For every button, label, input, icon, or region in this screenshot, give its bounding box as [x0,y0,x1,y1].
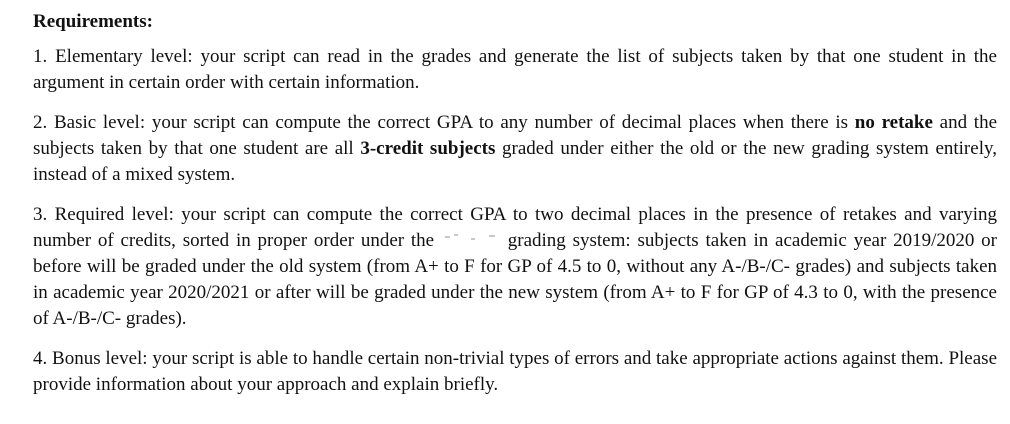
requirement-basic-bold-credit: 3-credit subjects [360,138,496,159]
obscured-word-smudge [441,231,501,249]
requirement-bonus [33,346,997,398]
requirements-heading: Requirements: [33,11,153,32]
requirement-basic-text-2: and the subjects taken by that one student are all [33,112,998,159]
requirement-basic [33,110,997,188]
requirement-elementary-text: 1. Elementary level: your script can read in the grades and generate the list of subjects taken by that one student in the argument in certain order with certain information. [33,46,997,93]
requirement-elementary [33,44,997,96]
requirement-basic-text-3: graded under either the old or the new grading system entirely, instead of a mixed system. [33,138,997,185]
requirement-required-text-2: grading system: subjects taken in academic year 2019/2020 or before will be graded under the old system (from A+ to F for GP of 4.5 to 0, without any A-/B-/C- grades) and subjects taken in academic year 2020/2021 or after will be graded under the new system (from A+ to F for GP of 4.3 to 0, with the presence of A-/B-/C- grades). [33,230,997,329]
requirement-required [33,202,997,332]
requirement-bonus-text: 4. Bonus level: your script is able to handle certain non-trivial types of errors and take appropriate actions against them. Please provide information about your approach and explain briefly. [33,348,997,395]
requirements-document [33,9,997,412]
requirement-basic-bold-no-retake: no retake [854,112,933,133]
requirement-required-text-1: 3. Required level: your script can compute the correct GPA to two decimal places in the presence of retakes and varying number of credits, sorted in proper order under the [33,204,997,251]
requirement-basic-text-1: 2. Basic level: your script can compute the correct GPA to any number of decimal places when there is [33,112,855,133]
